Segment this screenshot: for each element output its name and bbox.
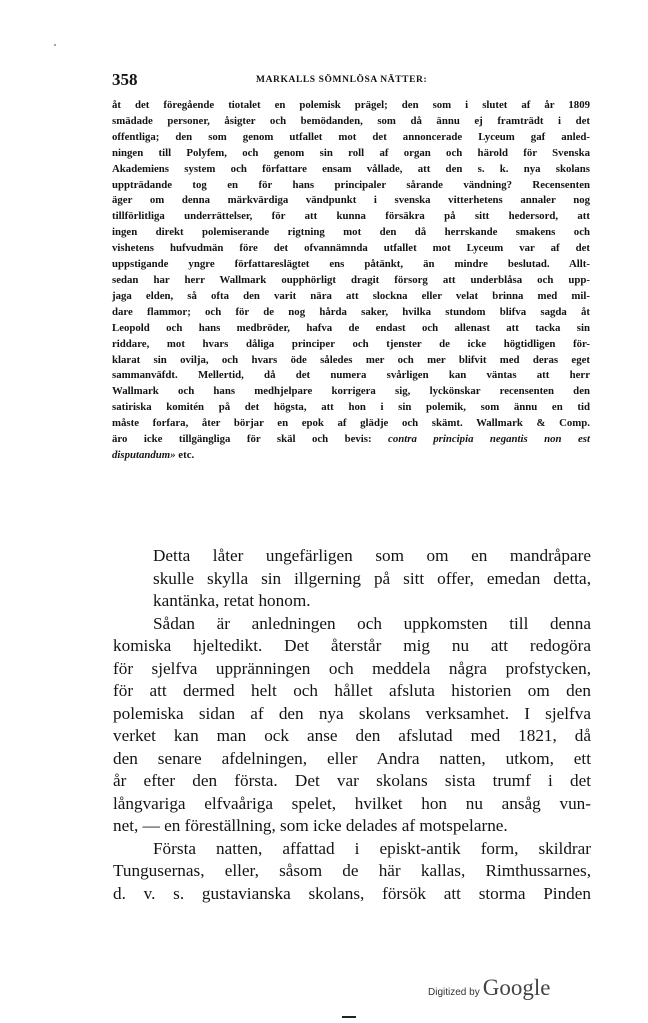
- quote-line: Akademiens system och författare ensam vållade, att den s. k. nya skolans: [112, 162, 590, 175]
- body-line: Första natten, affattad i episkt-antik form, skildrar: [153, 838, 591, 858]
- digitized-by-google-watermark: [428, 975, 550, 1001]
- quote-line: äger om denna märkvärdiga vändpunkt i svenska vitterhetens annaler nog: [112, 194, 590, 207]
- quote-line: Leopold och hans medbröder, hafva de endast och allenast att tacka sin: [112, 321, 590, 334]
- body-line: polemiska sidan af den nya skolans verksamhet. I sjelfva: [113, 703, 591, 723]
- quote-line: jaga elden, så ofta den varit nära att slockna eller velat brinna med mil-: [112, 289, 590, 302]
- quote-line: offentliga; den som genom utfallet mot det annoncerade Lyceum gaf anled-: [112, 130, 590, 143]
- quote-line: ingen direkt polemiserande rigtning mot den då herrskande smakens och: [112, 226, 590, 239]
- body-line: Detta låter ungefärligen som om en mandråpare: [153, 546, 591, 565]
- body-line: den senare afdelningen, eller Andra natten, utkom, ett: [113, 748, 591, 768]
- paragraph: [113, 613, 591, 838]
- latin-phrase: contra principia negantis non est: [388, 433, 590, 446]
- body-line: Sådan är anledningen och uppkomsten till denna: [153, 613, 591, 633]
- quote-line-end: [112, 448, 590, 464]
- body-line: net, — en föreställning, som icke delades af motspelarne.: [113, 816, 508, 835]
- body-line: skulle skylla sin illgerning på sitt offer, emedan detta,: [153, 568, 591, 588]
- quote-line: ningen till Polyfem, och genom sin roll af organ och härold för Svenska: [112, 146, 590, 159]
- quote-line: måste forfara, åter börjar en epok af glädje och skämt. Wallmark & Comp.: [112, 417, 590, 430]
- quote-line: tillförlitliga underrättelser, för att kunna försäkra på sitt hedersord, att: [112, 210, 590, 223]
- quote-line: satiriska komitén på det högsta, att hon i sin polemik, som ännu en tid: [112, 401, 590, 414]
- page-bottom-mark: [342, 1016, 356, 1018]
- main-body-text: [113, 545, 591, 905]
- quote-line: åt det föregående tiotalet en polemisk prägel; den som i slutet af år 1809: [112, 99, 590, 111]
- quote-line: uppträdande tog en för hans principaler sårande vändning? Recensenten: [112, 178, 590, 191]
- quote-end-text: etc.: [175, 448, 195, 461]
- body-line: d. v. s. gustavianska skolans, försök att storma Pinden: [113, 883, 591, 903]
- body-line: år efter den första. Det var skolans sista trumf i det: [113, 771, 591, 790]
- digitized-by-label: Digitized by: [428, 987, 480, 998]
- google-logo-text: Google: [482, 975, 551, 1000]
- running-title: MARKALLS SÖMNLÖSA NÄTTER:: [256, 75, 428, 85]
- quote-line: sammanväfdt. Mellertid, då det numera svårligen kan väntas att herr: [112, 369, 590, 382]
- quote-line: riddare, mot hvars dåliga principer och tjenster de icke högtidligen för-: [112, 337, 590, 350]
- quote-line: uppstigande yngre författareslägtet ens påtänkt, än mindre beslutad. Allt-: [112, 258, 590, 271]
- body-line: verket kan man ock anse den afslutad med 1821, då: [113, 726, 591, 745]
- quoted-review-paragraph: [112, 98, 590, 464]
- body-line: Tungusernas, eller, såsom de här kallas, Rimthussarnes,: [113, 861, 591, 880]
- quote-line-latin: [112, 432, 590, 448]
- paragraph: [113, 838, 591, 906]
- quote-line-text: äro icke tillgängliga för skäl och bevis:: [112, 433, 372, 446]
- body-line: för att dermed helt och hållet afsluta historien om den: [113, 681, 591, 700]
- latin-phrase-end: disputandum»: [112, 448, 176, 461]
- quote-line: sedan har herr Wallmark oupphörligt dragit försorg att underblåsa och upp-: [112, 273, 590, 286]
- paragraph: [113, 545, 591, 613]
- quote-line: vishetens hufvudmän före det ofvannämnda utfallet mot Lyceum var af det: [112, 242, 590, 255]
- quote-line: klarat sin ovilja, och hvars öde således mer och mer blifvit med deras eget: [112, 353, 590, 366]
- body-line: kantänka, retat honom.: [153, 591, 311, 610]
- quote-line: smädade personer, åsigter och bemödanden, som då ännu ej framträdt i det: [112, 114, 590, 127]
- quote-line: Wallmark och hans medhjelpare korrigera sig, lyckönskar recensenten den: [112, 385, 590, 398]
- body-line: för sjelfva uppränningen och meddela några profstycken,: [113, 658, 591, 678]
- body-line: komiska hjeltedikt. Det återstår mig nu att redogöra: [113, 636, 591, 655]
- page-speck: [54, 44, 56, 46]
- quote-line: dare flammor; och för de nog hårda saker, hvilka stundom blifva sagda åt: [112, 305, 590, 318]
- page-number: 358: [112, 70, 138, 89]
- body-line: långvariga elfvaåriga spelet, hvilket hon nu ansåg vun-: [113, 793, 591, 813]
